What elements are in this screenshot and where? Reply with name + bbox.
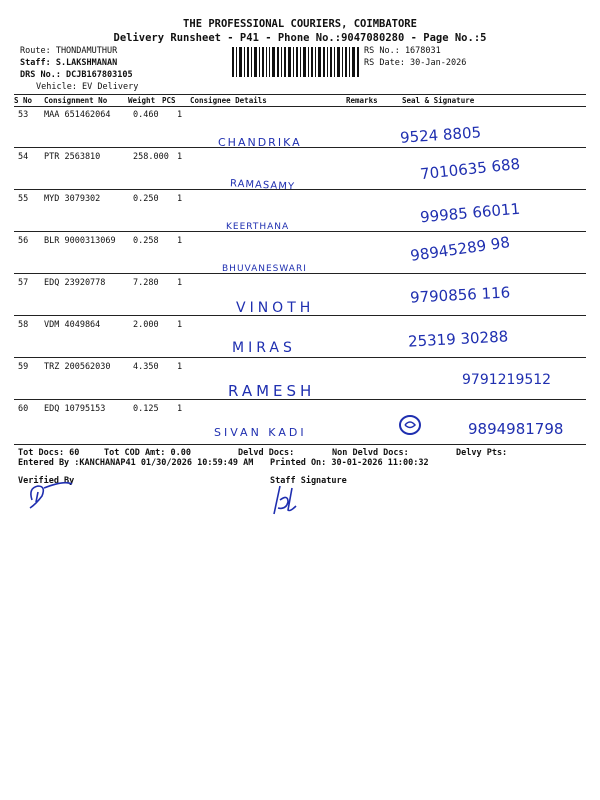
- rs-number: RS No.: 1678031: [364, 46, 441, 56]
- seal-stamp-icon: [398, 414, 422, 436]
- row-consignment: PTR 2563810: [44, 152, 101, 162]
- row-sno: 56: [18, 236, 29, 246]
- row-consignment: VDM 4049864: [44, 320, 101, 330]
- verified-by-label: Verified By: [18, 476, 75, 486]
- row-sno: 58: [18, 320, 29, 330]
- row-weight: 258.000: [133, 152, 169, 162]
- col-remarks: Remarks: [346, 96, 378, 105]
- vehicle-label: Vehicle: EV Delivery: [36, 82, 139, 92]
- row-pcs: 1: [177, 194, 183, 204]
- row-sno: 57: [18, 278, 29, 288]
- company-title: THE PROFESSIONAL COURIERS, COIMBATORE: [183, 18, 417, 30]
- row-rule: [14, 147, 586, 148]
- row-consignee-handwritten: MIRAS: [232, 340, 296, 356]
- row-sno: 55: [18, 194, 29, 204]
- row-consignment: TRZ 200562030: [44, 362, 111, 372]
- row-pcs: 1: [177, 362, 183, 372]
- row-pcs: 1: [177, 110, 183, 120]
- drs-label: DRS No.: DCJB167803105: [20, 70, 133, 80]
- row-sno: 53: [18, 110, 29, 120]
- row-weight: 0.258: [133, 236, 159, 246]
- row-consignment: EDQ 23920778: [44, 278, 106, 288]
- row-rule: [14, 357, 586, 358]
- col-seal-signature: Seal & Signature: [402, 96, 475, 105]
- row-signature-handwritten: 9524 8805: [399, 123, 482, 147]
- row-signature-handwritten: 98945289 98: [409, 233, 511, 265]
- delivery-points: Delvy Pts:: [456, 448, 508, 458]
- row-signature-handwritten: 9894981798: [468, 420, 564, 438]
- barcode: [232, 47, 360, 77]
- row-weight: 7.280: [133, 278, 159, 288]
- row-rule: [14, 273, 586, 274]
- col-sno: S No: [14, 96, 33, 105]
- row-weight: 0.250: [133, 194, 159, 204]
- row-signature-handwritten: 99985 66011: [419, 199, 521, 227]
- row-consignee-handwritten: RAMASAMY: [229, 178, 296, 193]
- header-bottom-rule: [14, 106, 586, 107]
- row-rule: [14, 189, 586, 190]
- row-signature-handwritten: 7010635 688: [419, 154, 521, 184]
- runsheet-subtitle: Delivery Runsheet - P41 - Phone No.:9047080280 - Page No.:5: [113, 32, 487, 44]
- row-rule: [14, 231, 586, 232]
- total-docs: Tot Docs: 60: [18, 448, 80, 458]
- row-consignment: MYD 3079302: [44, 194, 101, 204]
- entered-by: Entered By :KANCHANAP41 01/30/2026 10:59:49 AM: [18, 458, 254, 468]
- row-pcs: 1: [177, 404, 183, 414]
- row-weight: 0.125: [133, 404, 159, 414]
- header-top-rule: [14, 94, 586, 95]
- col-pcs: PCS: [162, 96, 176, 105]
- table-bottom-rule: [14, 444, 586, 445]
- row-consignee-handwritten: SIVAN KADI: [214, 426, 307, 439]
- row-signature-handwritten: 9791219512: [462, 372, 552, 388]
- row-signature-handwritten: 9790856 116: [409, 283, 511, 307]
- row-consignee-handwritten: CHANDRIKA: [218, 136, 302, 149]
- route-label: Route: THONDAMUTHUR: [20, 46, 118, 56]
- row-consignment: BLR 9000313069: [44, 236, 116, 246]
- delivered-docs: Delvd Docs:: [238, 448, 295, 458]
- row-sno: 54: [18, 152, 29, 162]
- total-cod-amount: Tot COD Amt: 0.00: [104, 448, 191, 458]
- staff-label: Staff: S.LAKSHMANAN: [20, 58, 118, 68]
- row-sno: 59: [18, 362, 29, 372]
- row-consignee-handwritten: KEERTHANA: [226, 222, 290, 232]
- row-pcs: 1: [177, 278, 183, 288]
- row-consignment: EDQ 10795153: [44, 404, 106, 414]
- row-sno: 60: [18, 404, 29, 414]
- row-weight: 4.350: [133, 362, 159, 372]
- row-consignee-handwritten: VINOTH: [236, 300, 315, 316]
- col-consignment: Consignment No: [44, 96, 108, 105]
- printed-on: Printed On: 30-01-2026 11:00:32: [270, 458, 429, 468]
- verifier-signature-mark: [24, 478, 78, 514]
- staff-signature-label: Staff Signature: [270, 476, 347, 486]
- row-pcs: 1: [177, 236, 183, 246]
- col-weight: Weight: [128, 96, 156, 105]
- rs-date: RS Date: 30-Jan-2026: [364, 58, 467, 68]
- row-weight: 2.000: [133, 320, 159, 330]
- row-consignment: MAA 651462064: [44, 110, 111, 120]
- row-consignee-handwritten: BHUVANESWARI: [222, 264, 307, 274]
- non-delivered-docs: Non Delvd Docs:: [332, 448, 409, 458]
- row-signature-handwritten: 25319 30288: [407, 327, 509, 351]
- row-rule: [14, 315, 586, 316]
- row-weight: 0.460: [133, 110, 159, 120]
- staff-signature-mark: [266, 480, 306, 516]
- row-pcs: 1: [177, 152, 183, 162]
- row-consignee-handwritten: RAMESH: [228, 382, 316, 400]
- row-rule: [14, 399, 586, 400]
- row-pcs: 1: [177, 320, 183, 330]
- col-consignee: Consignee Details: [190, 96, 267, 105]
